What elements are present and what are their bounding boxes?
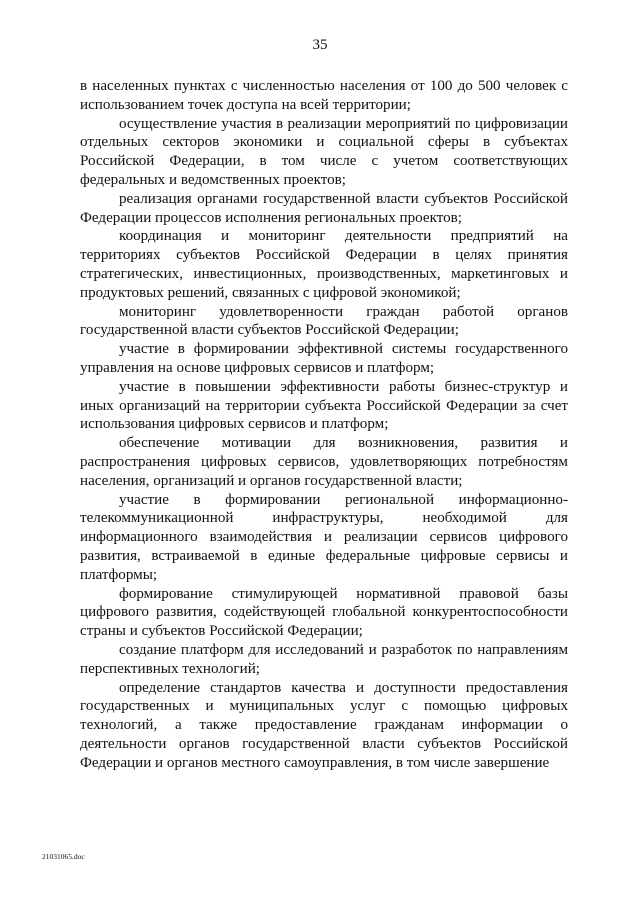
page-number: 35 xyxy=(312,37,328,53)
paragraph: в населенных пунктах с численностью населения от 100 до 500 человек с использованием точек доступа на всей территории; xyxy=(80,78,568,113)
paragraph: участие в формировании эффективной системы государственного управления на основе цифровых сервисов и платформ; xyxy=(80,341,568,376)
paragraph: мониторинг удовлетворенности граждан работой органов государственной власти субъектов Российской Федерации; xyxy=(80,303,568,339)
paragraph: участие в повышении эффективности работы бизнес-структур и иных организаций на территории субъекта Российской Федерации за счет использования цифровых сервисов и платформ; xyxy=(80,378,568,433)
paragraph: участие в формировании региональной информационно-телекоммуникационной инфраструктуры, необходимой для информационного взаимодействия и реализации сервисов цифрового развития, встраиваемой в единые федеральные цифровые сервисы и платформы; xyxy=(80,491,568,583)
paragraph: обеспечение мотивации для возникновения, развития и распространения цифровых сервисов, удовлетворяющих потребностям населения, организаций и органов государственной власти; xyxy=(80,435,568,489)
paragraph: реализация органами государственной власти субъектов Российской Федерации процессов исполнения региональных проектов; xyxy=(80,190,568,226)
paragraph: формирование стимулирующей нормативной правовой базы цифрового развития, содействующей глобальной конкурентоспособности страны и субъектов Российской Федерации; xyxy=(80,585,568,640)
paragraph: осуществление участия в реализации мероприятий по цифровизации отдельных секторов экономики и социальной сферы в субъектах Российской Федерации, в том числе с учетом соответствующих федеральных и ведомственных проектов; xyxy=(80,115,568,188)
paragraph: определение стандартов качества и доступности предоставления государственных и муниципальных услуг с помощью цифровых технологий, а также предоставление гражданам информации о деятельности органов государственной власти субъектов Российской Федерации и органов местного самоуправления, в том числе завершение xyxy=(80,679,568,771)
paragraph: координация и мониторинг деятельности предприятий на территориях субъектов Российской Федерации в целях принятия стратегических, инвестиционных, производственных, маркетинговых и продуктовых решений, связанных с цифровой экономикой; xyxy=(80,228,568,301)
document-file-code: 21031065.doc xyxy=(42,852,85,861)
document-body xyxy=(80,77,568,772)
paragraph: создание платформ для исследований и разработок по направлениям перспективных технологий; xyxy=(80,641,568,677)
